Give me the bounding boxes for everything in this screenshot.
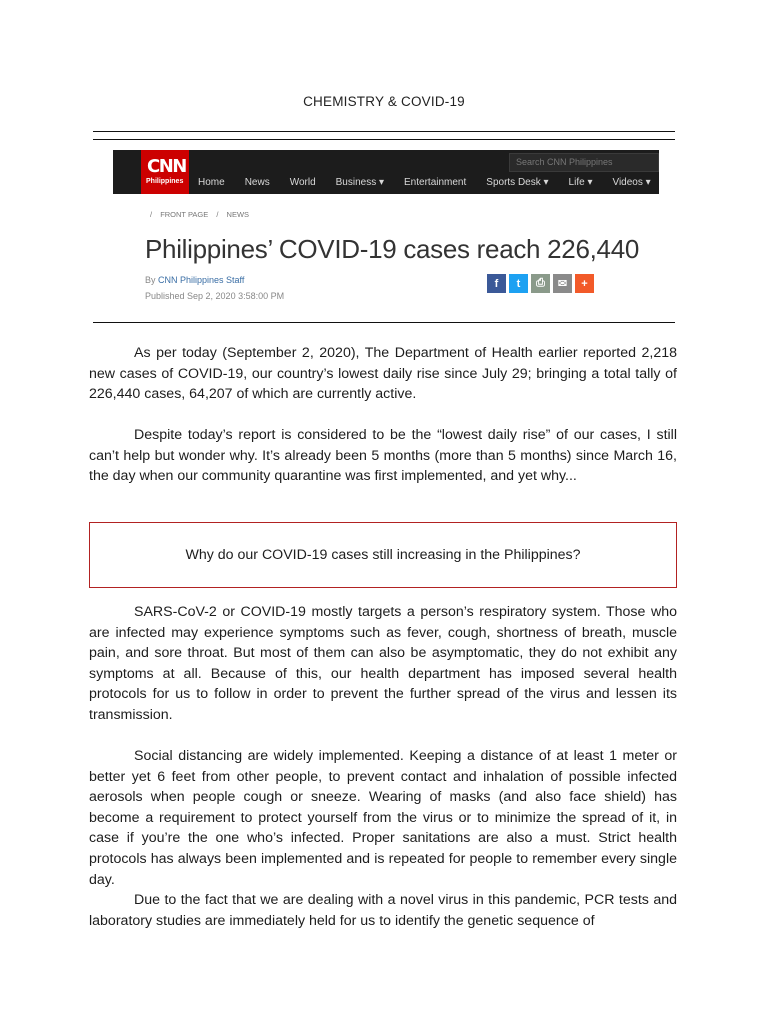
nav-item-entertainment[interactable]: Entertainment [404,177,467,188]
cnn-logo-word: CNN [147,156,186,177]
paragraph-5: Due to the fact that we are dealing with a novel virus in this pandemic, PCR tests and laboratory studies are immediately held for us to identify the genetic sequence of [89,892,677,929]
share-buttons [487,274,597,293]
breadcrumb-front-page[interactable]: FRONT PAGE [160,210,209,219]
article-headline: Philippines’ COVID-19 cases reach 226,440 [145,234,640,264]
author-link[interactable]: CNN Philippines Staff [158,275,245,285]
nav-item-news[interactable]: News [244,177,270,188]
published-date: Published Sep 2, 2020 3:58:00 PM [145,291,285,301]
byline-prefix: By [145,275,159,285]
email-icon[interactable]: ✉ [553,274,572,293]
nav-item-home[interactable]: Home [198,177,225,188]
article-byline [145,275,244,285]
nav-item-business[interactable]: Business ▾ [335,177,385,188]
breadcrumb-separator: / [150,210,153,219]
facebook-icon[interactable]: f [487,274,506,293]
plus-icon[interactable]: + [575,274,594,293]
nav-item-sports-desk[interactable]: Sports Desk ▾ [486,177,549,188]
cnn-logo[interactable] [141,150,189,194]
breadcrumb-separator: / [216,210,219,219]
nav-menu [198,177,671,188]
cnn-navbar [113,150,659,194]
breadcrumb [150,210,255,219]
document-title: CHEMISTRY & COVID-19 [303,94,465,109]
paragraph-1: As per today (September 2, 2020), The Department of Health earlier reported 2,218 new cases of COVID-19, our country’s lowest daily rise since July 29; bringing a total tally of 226,440 cases, 64,207 of which are currently active. [89,345,677,403]
twitter-icon[interactable]: t [509,274,528,293]
breadcrumb-news[interactable]: NEWS [226,210,250,219]
cnn-logo-sub: Philippines [146,178,184,185]
print-icon[interactable]: ⎙ [531,274,550,293]
nav-item-life[interactable]: Life ▾ [568,177,593,188]
header-rule-top [93,131,675,132]
header-rule-bottom [93,139,675,140]
question-text: Why do our COVID-19 cases still increasing in the Philippines? [185,547,581,563]
nav-item-world[interactable]: World [289,177,316,188]
article-divider [93,322,675,323]
question-callout [89,522,677,588]
paragraph-4: Social distancing are widely implemented. Keeping a distance of at least 1 meter or better yet 6 feet from other people, to prevent contact and inhalation of possible infected aerosols when people cough or sneeze. Wearing of masks (and also face shield) has become a requirement to protect yourself from the virus or to minimize the spread of it, in case if you’re the one who’s infected. Proper sanitations are also a must. Strict health protocols has always been implemented and is repeated for people to remember every single day. [89,748,677,888]
paragraph-3: SARS-CoV-2 or COVID-19 mostly targets a person’s respiratory system. Those who are infected may experience symptoms such as fever, cough, shortness of breath, muscle pain, and sore throat. But most of them can also be asymptomatic, they do not exhibit any symptoms at all. Because of this, our health department has imposed several health protocols for us to follow in order to prevent the further spread of the virus and lessen its transmission. [89,604,677,723]
paragraph-2: Despite today’s report is considered to be the “lowest daily rise” of our cases, I still can’t help but wonder why. It’s already been 5 months (more than 5 months) since March 16, the day when our community quarantine was first implemented, and yet why... [89,427,677,485]
search-input[interactable]: Search CNN Philippines [509,153,659,172]
nav-item-videos[interactable]: Videos ▾ [612,177,651,188]
